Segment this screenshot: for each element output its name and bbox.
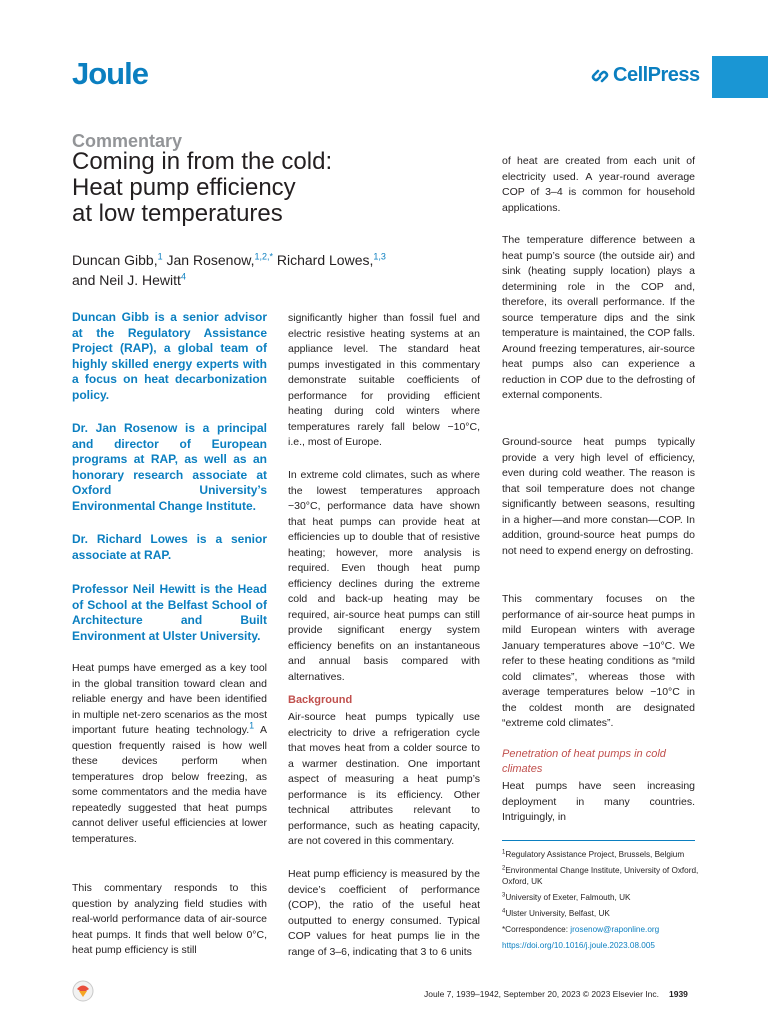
journal-logo[interactable]: Joule: [72, 56, 148, 91]
footnote-text: University of Exeter, Falmouth, UK: [505, 893, 631, 902]
subsection-heading: Penetration of heat pumps in cold climates: [502, 748, 666, 775]
reference-link[interactable]: 1: [249, 720, 255, 731]
body-paragraph: Ground-source heat pumps typically provide a very high level of efficiency, even during cold weather. The reason is that soil temperature does not change significantly between seasons, resulting in a higher—and more constan—COP. In addition, ground-source heat pumps do not need to expend energy on defrosting.: [502, 436, 695, 557]
footnote-text: Environmental Change Institute, University of Oxford, Oxford, UK: [502, 866, 699, 886]
cellpress-icon: [591, 67, 609, 85]
author-list: [72, 250, 432, 290]
citation-text: Joule 7, 1939–1942, September 20, 2023 © 2023 Elsevier Inc.: [424, 989, 659, 999]
affiliation-ref[interactable]: 1,2,*: [254, 251, 273, 262]
author-bio: Professor Neil Hewitt is the Head of School at the Belfast School of Architecture and Built Environment at Ulster University.: [72, 582, 267, 643]
paragraph-text: A question frequently raised is how well these devices perform when temperatures drop below freezing, as some commentators and the media have repeatedly suggested that heat pumps cannot deliver useful efficiencies at lower temperatures.: [72, 724, 268, 845]
footnote-mark: 4: [502, 908, 506, 915]
publisher-logo[interactable]: [591, 64, 700, 87]
affiliation-ref[interactable]: 1: [157, 251, 163, 262]
email-link[interactable]: jrosenow@raponline.org: [570, 925, 660, 934]
author-name: Richard Lowes,: [276, 252, 374, 268]
footnote-item: [502, 908, 702, 919]
section-label: Commentary: [72, 131, 183, 151]
author-bio: Duncan Gibb is a senior advisor at the Regulatory Assistance Project (RAP), a global team of highly skilled energy experts with a focus on heat decarbonization policy.: [72, 310, 267, 402]
footnotes: [502, 849, 702, 956]
footnote-text: Regulatory Assistance Project, Brussels, Belgium: [505, 850, 685, 859]
page-footer: [424, 989, 688, 999]
footnote-mark: 2: [502, 865, 506, 872]
author-name: Duncan Gibb,: [72, 252, 158, 268]
author-name: Jan Rosenow,: [166, 252, 255, 268]
check-for-updates-icon[interactable]: [72, 980, 94, 1002]
author-bio: Dr. Richard Lowes is a senior associate at RAP.: [72, 532, 267, 562]
publisher-name: CellPress: [613, 64, 700, 86]
section-heading: Background: [288, 694, 353, 706]
footnote-divider: [502, 840, 695, 841]
title-line: Coming in from the cold:: [72, 148, 333, 175]
footnote-item: [502, 865, 702, 887]
title-line: at low temperatures: [72, 200, 283, 227]
body-paragraph: In extreme cold climates, such as where the lowest temperatures approach −30°C, performance data have shown that heat pumps can provide heat at efficiencies up to double that of resistive heating; however, more analysis is required. Even though heat pump efficiency declines during the extreme cold and back-up heating may be required, air-source heat pumps can still provide significant energy system efficiency benefits on an instantaneous and annual basis compared with alternatives.: [288, 469, 480, 683]
body-paragraph: Heat pumps have seen increasing deployment in many countries. Intriguingly, in: [502, 780, 695, 823]
body-paragraph: This commentary responds to this question by analyzing field studies with real-world performance data of air-source heat pumps. It finds that well below 0°C, heat pump efficiency is still: [72, 882, 267, 956]
footnote-mark: 1: [502, 849, 506, 856]
body-paragraph: The temperature difference between a heat pump’s source (the outside air) and sink (heating supply location) plays a determining role in the COP and, therefore, its overall performance. If the source temperature dips and the sink temperature is maintained, the COP falls. Around freezing temperatures, air-source heat pumps also can experience a reduction in COP due to the defrosting of external components.: [502, 234, 695, 401]
footnote-item: [502, 849, 702, 860]
correspondence: [502, 924, 702, 935]
brand-color-bar: [712, 56, 768, 98]
footnote-mark: 3: [502, 892, 506, 899]
doi-line: [502, 940, 702, 951]
page-number: 1939: [668, 989, 688, 999]
body-paragraph: significantly higher than fossil fuel and electric resistive heating systems at an appliance level. The standard heat pumps investigated in this commentary demonstrate suitable coefficients of performance for providing efficient heating during cold winters where temperatures rarely fall below −10°C, i.e., most of Europe.: [288, 312, 480, 448]
paragraph-text: Heat pumps have emerged as a key tool in the global transition toward clean and reliable energy and have been identified in multiple net-zero scenarios as the most important future heating technology.: [72, 662, 267, 736]
body-paragraph: This commentary focuses on the performance of air-source heat pumps in mild European winters with average January temperatures above −10°C. We refer to these heating conditions as “mild cold climates”, whereas those with average temperatures below −10°C in the coldest month are designated “extreme cold climates”.: [502, 593, 695, 729]
doi-link[interactable]: https://doi.org/10.1016/j.joule.2023.08.005: [502, 941, 655, 950]
author-bio: Dr. Jan Rosenow is a principal and director of European programs at RAP, as well as an honorary research associate at Oxford University’s Environmental Change Institute.: [72, 421, 267, 513]
affiliation-ref[interactable]: 1,3: [373, 251, 386, 262]
footnote-text: Ulster University, Belfast, UK: [505, 909, 610, 918]
body-paragraph: Heat pump efficiency is measured by the device’s coefficient of performance (COP), the ratio of the useful heat outputted to energy consumed. Typical COP values for heat pumps lie in the range of 3–6, indicating that 3 to 6 units: [288, 868, 480, 958]
article-title: [72, 149, 372, 227]
title-line: Heat pump efficiency: [72, 174, 296, 201]
correspondence-label: *Correspondence:: [502, 925, 571, 934]
footnote-item: [502, 892, 702, 903]
author-name: and Neil J. Hewitt: [72, 272, 181, 288]
affiliation-ref[interactable]: 4: [180, 271, 186, 282]
body-paragraph: Air-source heat pumps typically use electricity to drive a refrigeration cycle that moves heat from a colder source to a warmer destination. One important aspect of measuring a heat pump’s performance is its efficiency. Other technical attributes relevant to performance, such as heating capacity, are not covered in this commentary.: [288, 711, 480, 847]
body-paragraph: [72, 661, 267, 847]
body-paragraph: of heat are created from each unit of electricity used. A year-round average COP of 3–4 is common for household applications.: [502, 155, 695, 214]
